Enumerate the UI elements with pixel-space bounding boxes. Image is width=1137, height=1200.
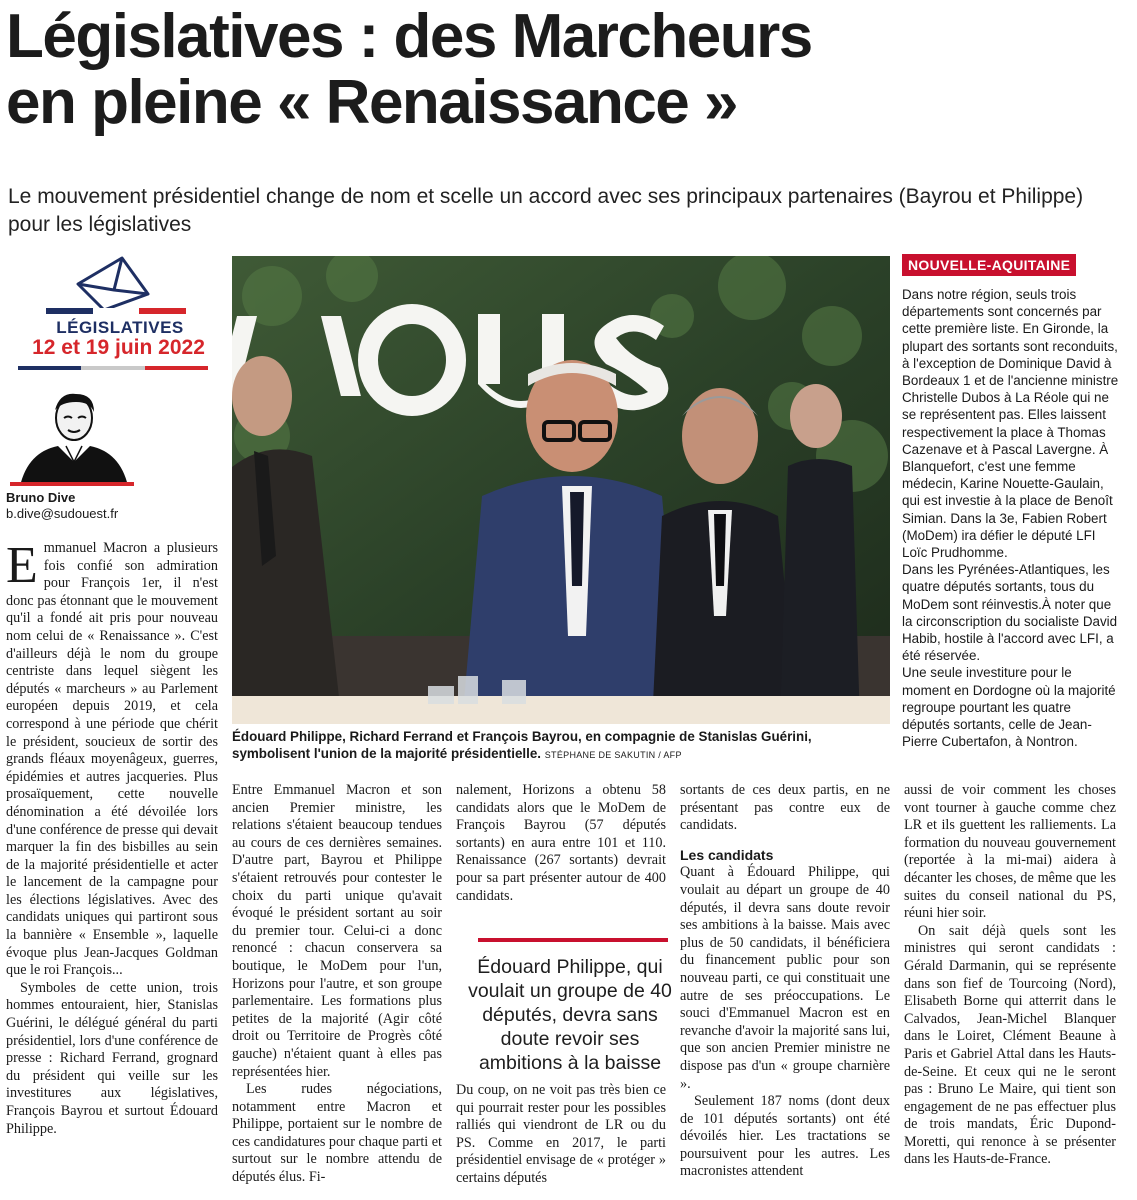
- news-photo: [232, 256, 890, 724]
- paragraph: Du coup, on ne voit pas très bien ce qui pourrait rester pour les possibles ralliés qui viendront de LR ou du PS. Comme en 2017, le parti présidentiel envisage de « protéger » certains députés: [456, 1082, 666, 1186]
- badge-title: LÉGISLATIVES: [56, 318, 184, 337]
- paragraph: Quant à Édouard Philippe, qui voulait au départ un groupe de 40 députés, il devra sans doute revoir ses ambitions à la baisse. Mais avec plus de 50 candidats, il bénéficiera du financement public pour son nouveau parti, ce qui constituait une autre de ses préoccupations. Le souci d'Emmanuel Macron est en revanche d'avoir la majorité sans lui, que son ancien Premier ministre ne dispose pas d'un « groupe charnière ».: [680, 864, 890, 1092]
- photo-credit: STÉPHANE DE SAKUTIN / AFP: [544, 750, 682, 760]
- pullquote-rule: [478, 938, 668, 942]
- sidebar-text: [902, 286, 1122, 750]
- flag-stripe-top: [46, 308, 186, 314]
- paragraph: sortants de ces deux partis, en ne présentant pas contre eux de candidats.: [680, 782, 890, 834]
- regional-sidebar: [902, 254, 1122, 750]
- paragraph: Emmanuel Macron a plusieurs fois confié son admiration pour François 1er, il n'est donc pas étonnant que le mouvement qu'il a fondé ait pris pour nouveau nom celui de « Renaissance ». C'est d'ailleurs déjà le nom du groupe centriste dans lequel siègent les députés « marcheurs » au Parlement européen depuis 2019, et cela correspond à une période que chérit le président, soucieux de sortir des grands fléaux moyenâgeux, guerres, épidémies et autres jacqueries. Plus prosaïquement, cette nouvelle dénomination a été dévoilée lors d'une conférence de presse qui devait marquer la fin des bisbilles au sein de la majorité présidentielle et acter le lancement de la campagne pour les élections législatives. Avec des candidats uniques qui partiront sous la bannière « Ensemble », laquelle évoque plus Jean-Jacques Goldman que le roi François...: [6, 537, 218, 979]
- badge-dates: 12 et 19 juin 2022: [32, 336, 205, 359]
- paragraph: Seulement 187 noms (dont deux de 101 députés sortants) ont été dévoilés hier. Les tractations se poursuivent pour les autres. Les macronistes attendent: [680, 1093, 890, 1180]
- paragraph: nalement, Horizons a obtenu 58 candidats alors que le MoDem de François Bayrou (57 députés sortants) en aura entre 101 et 110. Renaissance (267 sortants) devrait pour sa part présenter autour de 400 candidats.: [456, 782, 666, 904]
- body-column-2: [232, 782, 442, 1187]
- paragraph: Entre Emmanuel Macron et son ancien Premier ministre, les relations s'étaient beaucoup tendues au cours de ces dernières semaines. D'autre part, Bayrou et Philippe s'étaient retrouvés pour contester le choix du parti unique qu'avait évoqué le président sortant au soir du premier tour. Celui-ci a donc renoncé : chacun conservera sa boutique, le MoDem pour l'un, Horizons pour l'autre, et son groupe parlementaire. Les formations plus petites de la majorité (Agir côté droit ou Territoire de Progrès côté gauche) n'étaient quant à elles pas représentées hier.: [232, 782, 442, 1080]
- subheadline: Le mouvement présidentiel change de nom et scelle un accord avec ses principaux partenaires (Bayrou et Philippe) pour les législatives: [8, 185, 1084, 236]
- dropcap: E: [6, 537, 38, 594]
- region-tag: NOUVELLE-AQUITAINE: [902, 254, 1076, 276]
- paragraph: Une seule investiture pour le moment en Dordogne où la majorité regroupe pourtant les quatre députés sortants, celle de Jean-Pierre Cubertafon, à Nontron.: [902, 665, 1116, 750]
- body-column-3: [456, 782, 666, 905]
- flag-stripe-bottom: [18, 366, 208, 370]
- body-column-1: [6, 537, 218, 1138]
- paragraph: Les rudes négociations, notamment entre Macron et Philippe, portaient sur le nombre de ces candidatures pour chaque parti et surtout sur le nombre attendu de députés élus. Fi-: [232, 1081, 442, 1186]
- paragraph: Symboles de cette union, trois hommes entouraient, hier, Stanislas Guérini, le délégué général du parti présidentiel, lors d'une conférence de presse : Richard Ferrand, grognard du président qui veille sur les investitures aux législatives, François Bayrou et surtout Édouard Philippe.: [6, 979, 218, 1137]
- paragraph: Dans notre région, seuls trois départements sont concernés par cette première liste. En Gironde, la plupart des sortants sont reconduits, à l'exception de Dominique David à Bordeaux 1 et de l'ancienne ministre Christelle Dubos à La Réole qui ne se représentent pas. Elles laissent respectivement la place à Thomas Cazenave et à Pascal Lavergne. À Blanquefort, c'est une femme médecin, Karine Nouette-Gaulain, qui est investie à la place de Benoît Simian. Dans la 3e, Fabien Robert (MoDem) ira défier le député LFI Loïc Prudhomme.: [902, 287, 1119, 561]
- photo-illustration: [232, 256, 890, 724]
- body-column-5: [904, 782, 1116, 1169]
- headline: [6, 4, 1126, 136]
- paragraph: On sait déjà quels sont les ministres qui seront candidats : Gérald Darmanin, qui se représente dans son fief de Tourcoing (Nord), Elisabeth Borne qui atterrit dans le Calvados, Jean-Michel Blanquer dans le Loiret, Clément Beaune à Paris et Gabriel Attal dans les Hauts-de-Seine. Et ceux qui ne le seront pas : Bruno Le Maire, qui tient son engagement de ne pas effectuer plus de trois mandats, Éric Dupond-Moretti, qui renonce à se présenter dans les Hauts-de-France.: [904, 922, 1116, 1168]
- ballot-envelope-icon: [74, 254, 154, 312]
- caption-text: Édouard Philippe, Richard Ferrand et François Bayrou, en compagnie de Stanislas Guérini, symbolisent l'union de la majorité présidentielle.: [232, 729, 812, 761]
- headline-line-1: Législatives : des Marcheurs: [6, 2, 812, 71]
- author-email[interactable]: b.dive@sudouest.fr: [6, 506, 119, 521]
- headline-line-2: en pleine « Renaissance »: [6, 68, 737, 137]
- body-column-4: [680, 782, 890, 1181]
- photo-caption: [232, 728, 892, 764]
- body-column-3-continued: [456, 1082, 666, 1188]
- pullquote: Édouard Philippe, qui voulait un groupe de 40 députés, devra sans doute revoir ses ambitions à la baisse: [468, 956, 672, 1074]
- author-name: Bruno Dive: [6, 490, 76, 505]
- author-portrait-illustration: [10, 388, 134, 486]
- section-subtitle: Les candidats: [680, 846, 774, 863]
- election-badge-and-author: [6, 252, 221, 522]
- paragraph: Dans les Pyrénées-Atlantiques, les quatre députés sortants, tous du MoDem sont réinvestis.À noter que la circonscription du socialiste David Habib, hostile à l'accord avec LFI, a été réservée.: [902, 562, 1118, 664]
- paragraph: aussi de voir comment les choses vont tourner à gauche comme chez LR et ils guettent les ralliements. La formation du nouveau gouvernement (reportée à la mi-mai) aidera à décanter les choses, de même que les suites du conseil national du PS, réuni hier soir.: [904, 782, 1116, 922]
